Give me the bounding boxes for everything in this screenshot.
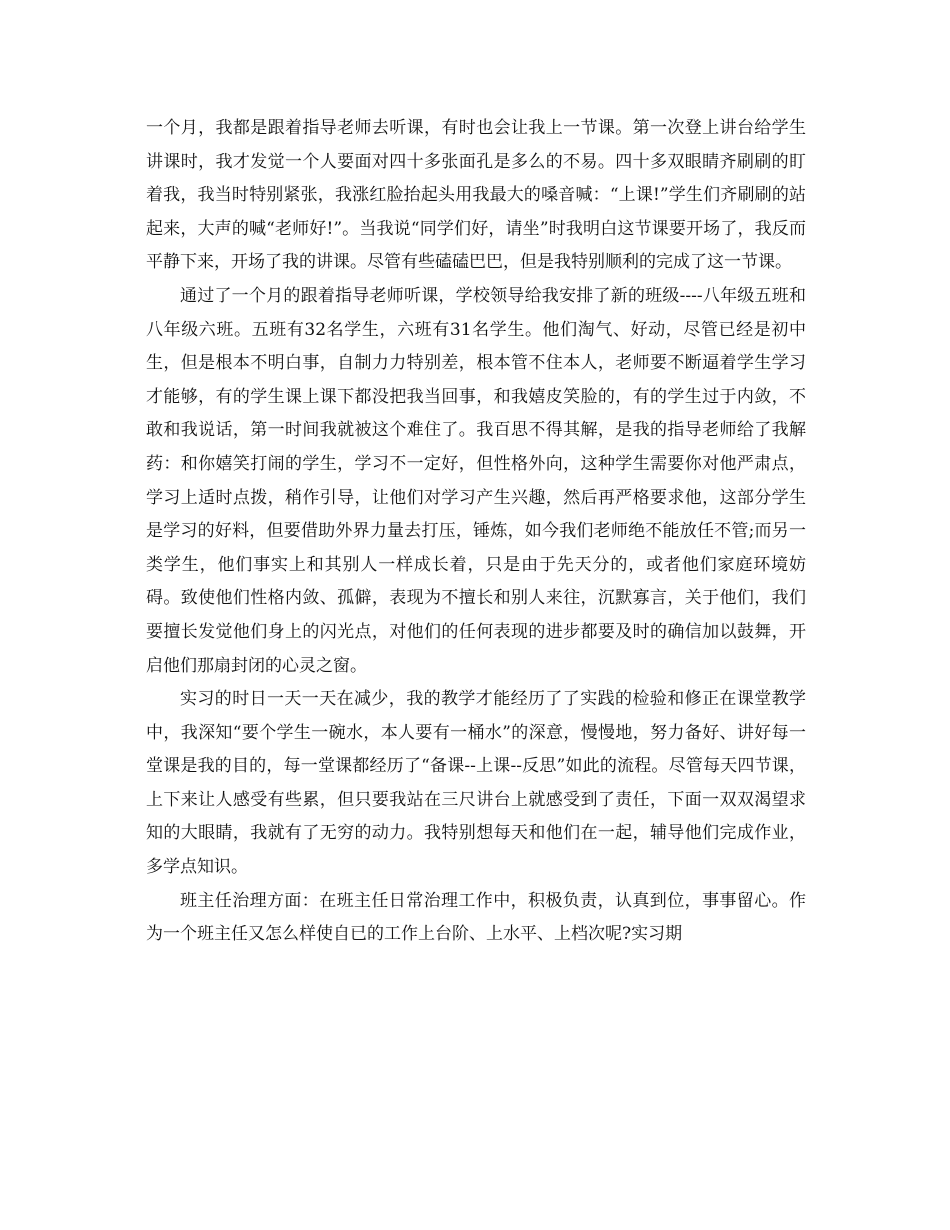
paragraph-3: 实习的时日一天一天在减少，我的教学才能经历了了实践的检验和修正在课堂教学中，我深知“要个学生一碗水，本人要有一桶水”的深意，慢慢地，努力备好、讲好每一堂课是我的目的，每一堂课都经历了“备课--上课--反思”如此的流程。尽管每天四节课，上下来让人感受有些累，但只要我站在三尺讲台上就感受到了责任，下面一双双渴望求知的大眼睛，我就有了无穷的动力。我特别想每天和他们在一起，辅导他们完成作业，多学点知识。	[146, 689, 806, 878]
paragraph-1: 一个月，我都是跟着指导老师去听课，有时也会让我上一节课。第一次登上讲台给学生讲课时，我才发觉一个人要面对四十多张面孔是多么的不易。四十多双眼睛齐刷刷的盯着我，我当时特别紧张，我涨红脸抬起头用我最大的嗓音喊：“上课!”学生们齐刷刷的站起来，大声的喊“老师好!”。当我说“同学们好，请坐”时我明白这节课要开场了，我反而平静下来，开场了我的讲课。尽管有些磕磕巴巴，但是我特别顺利的完成了这一节课。	[146, 118, 806, 273]
paragraph-4: 班主任治理方面：在班主任日常治理工作中，积极负责，认真到位，事事留心。作为一个班主任又怎么样使自已的工作上台阶、上水平、上档次呢?实习期	[146, 890, 806, 945]
paragraph-2: 通过了一个月的跟着指导老师听课，学校领导给我安排了新的班级----八年级五班和八年级六班。五班有32名学生，六班有31名学生。他们淘气、好动，尽管已经是初中生，但是根本不明白事，自制力力特别差，根本管不住本人，老师要不断逼着学生学习才能够，有的学生课上课下都没把我当回事，和我嬉皮笑脸的，有的学生过于内敛，不敢和我说话，第一时间我就被这个难住了。我百思不得其解，是我的指导老师给了我解药：和你嬉笑打闹的学生，学习不一定好，但性格外向，这种学生需要你对他严肃点，学习上适时点拨，稍作引导，让他们对学习产生兴趣，然后再严格要求他，这部分学生是学习的好料，但要借助外界力量去打压，锤炼，如今我们老师绝不能放任不管;而另一类学生，他们事实上和其别人一样成长着，只是由于先天分的，或者他们家庭环境妨碍。致使他们性格内敛、孤僻，表现为不擅长和别人来往，沉默寡言，关于他们，我们要擅长发觉他们身上的闪光点，对他们的任何表现的进步都要及时的确信加以鼓舞，开启他们那扇封闭的心灵之窗。	[146, 285, 806, 676]
document-body	[146, 112, 806, 952]
